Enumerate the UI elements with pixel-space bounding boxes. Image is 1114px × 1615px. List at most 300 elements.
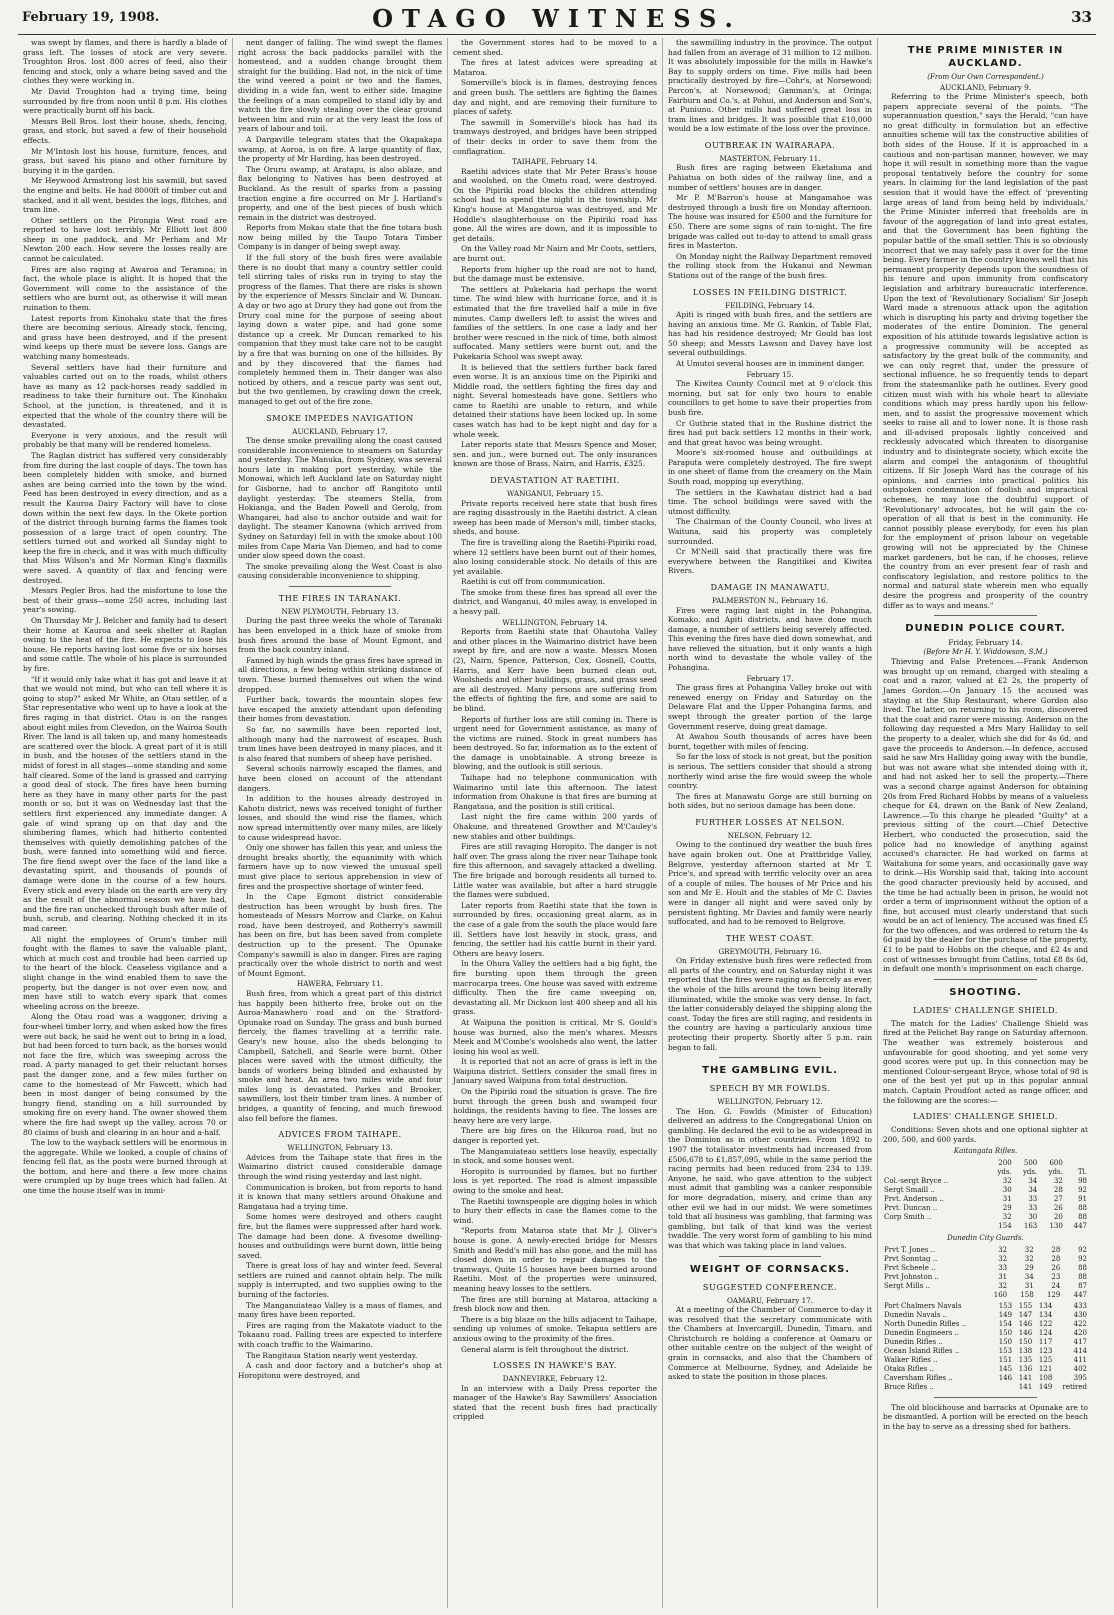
- table-cell: 28: [1051, 1254, 1061, 1263]
- table-cell: 24: [1051, 1281, 1061, 1290]
- table-row: [883, 1273, 1088, 1282]
- table-cell: North Dunedin Rifles ..: [884, 1319, 967, 1328]
- paragraph: Fires are also raging at Awaroa and Teramoa; in fact, the whole place is alight. It is hoped that the Government will come to the assistance of the settlers who are burnt out, as otherwise it will mean ruination to them.: [23, 264, 227, 313]
- table-row: [883, 1347, 1088, 1356]
- paragraph: General alarm is felt throughout the district.: [461, 1344, 629, 1354]
- table-cell: Col.-sergt Bryce ..: [884, 1176, 949, 1185]
- table-cell: yds.: [997, 1167, 1012, 1176]
- headline-shooting: SHOOTING.: [949, 986, 1022, 998]
- table-cell: Dunedin Engineers ..: [884, 1328, 959, 1337]
- paragraph: Messrs Pegler Bros. had the misfortune to lose the best of their grass—some 250 acres, including last year's sowing.: [23, 586, 227, 615]
- table-row: [883, 1291, 1088, 1300]
- table-cell: 146: [1018, 1328, 1033, 1337]
- table-cell: 26: [1053, 1203, 1063, 1212]
- paragraph: At Umutoi several houses are in imminent danger.: [676, 359, 865, 369]
- headline-police-court: DUNEDIN POLICE COURT.: [905, 623, 1066, 635]
- paragraph: The Hon. G. Fowlds (Minister of Education) delivered an address to the Congregational Union on gambling. He declared the evil to be as widespread in the Dominion as in other countries. From 1892 to 1907 the totalisator investments had increased from £506,678 to £1,857,095, while in the same period the racing permits had been reduced from 234 to 139. Anyone, he said, who gave attention to the subject must admit that gambling was a canker responsible for more degradation, misery, and crime than any other evil we had in our midst. We were sometimes told that all business was gambling, that farming was gambling, but talk of that kind was the veriest twaddle. The very worst form of gambling to his mind was that which was taking place in land values.: [668, 1106, 872, 1250]
- issue-date: February 19, 1908.: [22, 10, 160, 25]
- dateline: NELSON, February 12.: [727, 830, 813, 840]
- table-cell: 20: [1053, 1212, 1063, 1221]
- paragraph: A cash and door factory and a butcher's shop at Horopitonu were destroyed, and: [238, 1361, 442, 1380]
- scores-table-aggregate: [883, 1302, 1088, 1392]
- table-cell: 447: [1073, 1290, 1087, 1299]
- paragraph: nent danger of falling. The wind swept the flames right across the back paddocks parallel with the homestead, and a sudden change brought them straight for the building. Had not, in the nick of time the wind veered a point or two and the flames, dividing in a wide fan, went to either side. Imagine the feelings of a man compelled to stand idly by and watch the fire slowly stealing over the clear ground between him and ruin or at the very least the loss of years of labour and toil.: [238, 38, 442, 134]
- headline-smoke: SMOKE IMPEDES NAVIGATION: [266, 412, 414, 423]
- column-2: [233, 38, 448, 1608]
- table-cell: 32: [998, 1254, 1008, 1263]
- paragraph: On the Pipiriki road the situation is grave. The fire burst through the green bush and swamped four holdings, the residents having to flee. The losses are heavy here are very large.: [453, 1087, 657, 1125]
- paragraph: The dense smoke prevailing along the coast caused considerable inconvenience to steamers on Saturday and yesterday. The Manuka, from Sydney, was several hours late in making port yesterday, while the Monowai, which left Auckland late on Saturday night for Gisborne, had to anchor off Rangitoto until daylight yesterday. The steamers Stella, from Hokianga, and the Baden Powell and Gerolg, from Whangarei, had also to anchor outside and wait for daylight. The steamer Kanowna (which arrived from Sydney on Saturday) fell in with the smoke about 100 miles from Cape Maria Van Diemen, and had to come under slow speed down the coast.: [238, 436, 442, 561]
- table-cell: 158: [1020, 1290, 1034, 1299]
- table-cell: Prvt Sonntag ..: [884, 1254, 938, 1263]
- paragraph: There is great loss of hay and winter feed. Several settlers are ruined and cannot obtain help. The milk supply is interrupted, and two supplies owing to the burning of the factories.: [238, 1261, 442, 1300]
- table-cell: 134: [1038, 1301, 1053, 1310]
- table-cell: 129: [1046, 1290, 1061, 1299]
- divider: [934, 615, 1037, 616]
- paragraph: Fanned by high winds the grass fires have spread in all directions, a few being within striking distance of town. These burned themselves out when the wind dropped.: [238, 655, 442, 694]
- table-cell: 30: [1028, 1212, 1038, 1221]
- divider: [934, 979, 1037, 980]
- paragraph: Taihape had no telephone communication with Waimarino until late this afternoon. The latest information from Ohakune is that fires are burning at Rangataua, and the position is still critical.: [453, 773, 657, 811]
- paragraph: Fires are raging from the Makatote viaduct to the Tokaanu road. Falling trees are expected to interfere with coach traffic to the Waimarino.: [238, 1320, 442, 1350]
- paragraph: Other settlers on the Pirongia West road are reported to have lost terribly. Mr Elliott lost 800 sheep in one paddock, and Mr Perham and Mr Newton 200 each. How severe the losses really are cannot be calculated.: [23, 215, 227, 264]
- table-row: [883, 1383, 1088, 1392]
- paragraph: Later reports from Raetihi state that the town is surrounded by fires, occasioning great alarm, as in the case of a gale from the south the place would fare ill. Settlers have lost heavily in stock, grass, and fencing, the settler had his cattle burnt in their yard. Others are heavy losers.: [453, 900, 657, 958]
- table-row: [883, 1177, 1088, 1186]
- table-cell: 150: [998, 1337, 1013, 1346]
- table-cell: 92: [1078, 1245, 1087, 1254]
- paragraph: On the Valley road Mr Nairn and Mr Coots, settlers, are burnt out.: [453, 244, 657, 263]
- dateline: AUCKLAND, February 17.: [292, 426, 388, 436]
- paragraph: On Monday night the Railway Department removed the rolling stock from the Hukanui and Newman Stations out of the range of the bush fires.: [668, 251, 872, 280]
- paragraph: If the full story of the bush fires were available there is no doubt that many a country settler could tell stirring tales of risks run in trying to stay the progress of the flames. That there are risks is shown by the experience of Messrs Sinclair and W. Duncan. A day or two ago at Drury they had gone out from the Drury coal mine for the purpose of seeing about laying down a water pipe, and had gone some distance up a creek. Mr Duncan remarked to his companion that they must take care not to be caught by a fire that was burning on one of the hillsides. By and by they discovered that the flames had completely hemmed them in. Their danger was also noticed by others, and a rescue party was sent out, but the two gentlemen, by crawling down the creek, managed to get out of the fire zone.: [238, 253, 442, 406]
- table-cell: 135: [1018, 1355, 1033, 1364]
- table-cell: Dunedin Rifles ..: [884, 1337, 943, 1346]
- paragraph: Communication is broken, but from reports to hand it is known that many settlers around Ohakune and Rangataua had a trying time.: [238, 1182, 442, 1211]
- table-cell: 146: [1018, 1319, 1033, 1328]
- table-cell: 154: [998, 1319, 1013, 1328]
- table-cell: 149: [998, 1310, 1013, 1319]
- table-cell: 28: [1053, 1185, 1063, 1194]
- headline-wairarapa: OUTBREAK IN WAIRARAPA.: [704, 139, 836, 150]
- paragraph: "If it would only take what it has got and leave it at that we would not mind, but who can tell where it is going to stop?" asked Mr White, an Otau settler, of a Star representative who went up to have a look at the fires raging in that district. Otau is on the ranges about eight miles from Clevedon, on the Wairoa South River. The land is all taken up, and many homesteads are scattered over the block. A great part of it is still in bush, and the houses of the settlers stand in the midst of forest in all stages—some standing and some half cleared. Some of the land is grassed and carrying a good deal of stock. The fires have been burning here as they have in many other parts for the past month or so, but it was on Wednesday last that the settlers first experienced any immediate danger. A gale of wind sprang up on that day and the slumbering flames, which had hitherto contented themselves with quietly demolishing patches of the bush, were fanned into something wild and fierce. The fire fiend swept over the face of the land like a devastating spirit, and thousands of pounds of damage were done in the course of a few hours. Every stick and every blade on the earth are very dry as the result of the abnormal season we have had, and the fire ran unchecked through bush after mile of bush, scrub, and clearing. Nothing checked it in its mad career.: [23, 674, 227, 934]
- paragraph: Referring to the Prime Minister's speech, both papers appreciate several of the points. "The superannuation question," says the Herald, "can have no great difficulty in formulation but an effective annuities scheme will tax the constructive abilities of both sides of the House. If it is approached in a cautious and non-partisan manner, however, we may hope it will result in something more than the vague proposal tentatively before the country for some years. In claiming for the land legislation of the past session that it would have the effect of 'preventing large areas of land from being held by individuals,' the Prime Minister inferred that freeholds are in favour of the aggregation of land into great estates, and that the Government has been fighting the popular battle of the small settler. This is so obviously incorrect that we may safely pass it over for the time being. Every farmer in the country knows well that his permanent prosperity depends upon the soundness of his tenure and upon immunity from confiscatory legislation and arbitrary bureaucratic interference. Upon the text of 'Revolutionary Socialism' Sir Joseph Ward made a strenuous attack upon the agitation which is disrupting his party and driving together the moderates of the entire Dominion. The general exposition of his attitude towards legislative action is a progressive community will be accepted as satisfactory by the great bulk of the community, and we can only regret that, under the pressure of sectional influence, he so frequently tends to depart from the statesmanlike path he outlines. Every good citizen must wish with his whole heart to alleviate conditions which may press hardly upon his fellow-men, and to assist the progressive movement which seeks to raise all and to lower none. It is those rash and ill-advised proposals lightly conceived and recklessly advocated which threaten to disorganise industry and to disintegrate society, which excite the alarm and compel the antagonism of thoughtful citizens. If Sir Joseph Ward has the courage of his opinions, and carries into practical politics his outspoken condemnation of foolish and impractical schemes, he may lose the doubtful support of 'Revolutionary' advocates, but he will gain the co-operation of all that is best in the community. He cannot possibly please everybody, for even his plan for the employment of prison labour on vegetable growing will not be appreciated by the Chinese market gardeners, but he can, if he chooses, relieve the country from an ever present fear of rash and confiscatory legislation, and restore politics to the normal and natural state wherein men who equally desire the progress and prosperity of the country differ as to ways and means.": [883, 92, 1088, 610]
- table-cell: 32: [998, 1245, 1008, 1254]
- table-cell: Prvt T. Jones ..: [884, 1245, 936, 1254]
- paragraph: Reports of further loss are still coming in. There is urgent need for Government assistance, as many of the victims are ruined. Stock in great numbers has been destroyed. So far, information as to the extent of the damage is unobtainable. A strong breeze is blowing, and the outlook is still serious.: [453, 714, 657, 772]
- paragraph: Bush fires are raging between Eketahuna and Pahiatua on both sides of the railway line, and a number of settlers' houses are in danger.: [668, 163, 872, 192]
- paragraph: The Rangitaua Station nearly went yesterday.: [246, 1350, 418, 1360]
- paragraph: Only one shower has fallen this year, and unless the drought breaks shortly, the equanimity with which farmers have up to now viewed the unusual spell must give place to serious apprehension in view of fires and the prospective shortage of winter feed.: [238, 843, 442, 891]
- table-cell: 34: [1028, 1185, 1038, 1194]
- table-cell: 32: [1024, 1245, 1034, 1254]
- scores-table-kaitangata: [883, 1159, 1088, 1231]
- paragraph: In an interview with a Daily Press reporter the manager of the Hawke's Bay Sawmillers' Association stated that the recent bush fires had practically crippled: [453, 1383, 657, 1422]
- divider: [719, 1057, 821, 1058]
- table-row: [883, 1365, 1088, 1374]
- table-cell: 395: [1073, 1373, 1087, 1382]
- table-cell: [883, 1222, 987, 1231]
- table-cell: 31: [998, 1272, 1008, 1281]
- paragraph: At Waipuna the position is critical. Mr S. Gould's house was burned, also the men's whares. Messrs Meek and M'Combe's woolsheds also went, the latter losing his wool as well.: [453, 1017, 657, 1056]
- headline-gambling: THE GAMBLING EVIL.: [702, 1065, 838, 1077]
- paragraph: On Thursday Mr J. Belcher and family had to desert their home at Kauroa and seek shelter at Raglan owing to the heat of the fire. He expects to lose his house. He reports having lost some five or six horses and some cattle. The whole of his place is surrounded by fire.: [23, 616, 227, 673]
- paragraph: During the past three weeks the whole of Taranaki has been enveloped in a thick haze of smoke from bush fires around the base of Mount Egmont, and from the back country inland.: [238, 616, 442, 655]
- table-cell: 31: [1002, 1194, 1012, 1203]
- paragraph: Last night the fire came within 200 yards of Ohakune, and threatened Growther and M'Cauley's new stables and other buildings.: [453, 812, 657, 841]
- table-row: [883, 1329, 1088, 1338]
- headline-nelson: FURTHER LOSSES AT NELSON.: [695, 816, 845, 827]
- table-cell: 30: [1002, 1185, 1012, 1194]
- table-cell: Prvt Johnston ..: [884, 1272, 939, 1281]
- paragraph: Mr M'Intosh lost his house, furniture, fences, and grass, but saved his piano and other furniture by burying it in the garden.: [23, 146, 227, 175]
- paragraph: There are big fires on the Hikuroa road, but no danger is reported yet.: [453, 1126, 657, 1146]
- table-cell: retired: [1062, 1382, 1087, 1391]
- table-cell: 121: [1038, 1364, 1053, 1373]
- table-cell: 433: [1073, 1301, 1087, 1310]
- table-row: [883, 1168, 1088, 1177]
- paragraph: On Friday extensive bush fires were reflected from all parts of the country, and on Saturday night it was reported that the fires were raging as fiercely as ever, the whole of the hills around the town being literally illuminated, while the smoke was very dense. In fact, the latter considerably delayed the shipping along the coast. Today the fires are still raging, and residents in the country are having a particularly anxious time protecting their property. Shortly after 5 p.m. rain began to fall.: [668, 956, 872, 1052]
- paragraph: At a meeting of the Chamber of Commerce to-day it was resolved that the secretary communicate with the Chambers at Invercargill, Dunedin, Timaru, and Christchurch re holding a conference at Oamaru or other suitable centre on the subject of the weight of grain in cornsacks, and also that the Chambers of Commerce at Melbourne, Sydney, and Adelaide be asked to state the position in those places.: [668, 1305, 872, 1382]
- table-row: [883, 1186, 1088, 1195]
- paragraph: The low to the wayback settlers will be enormous in the aggregate. While we looked, a couple of chains of fencing fell flat, as the posts were burned through at the bottom, and here and there a few more chains were crumpled up by huge trees which had fallen. At one time the house itself was in immi-: [23, 1138, 227, 1196]
- paragraph: The settlers in the Kawhatau district had a bad time. The school buildings were saved with the utmost difficulty.: [668, 487, 872, 516]
- byline: (Before Mr H. Y. Widdowson, S.M.): [923, 647, 1048, 656]
- newspaper-title: OTAGO WITNESS.: [372, 4, 742, 33]
- dateline: WELLINGTON, February 13.: [287, 1143, 393, 1153]
- table-cell: Prvt Scheele ..: [884, 1263, 936, 1272]
- table-cell: 29: [1002, 1203, 1012, 1212]
- paragraph: Mr Heywood Armstrong lost his sawmill, but saved the engine and belts. He had 8000ft of timber cut and stacked, and it all went, besides the logs, flitches, and tram line.: [23, 176, 227, 215]
- table-cell: 117: [1038, 1337, 1053, 1346]
- paragraph: All night the employees of Orum's timber mill fought with the flames to save the valuable plant, which at much cost and trouble had been carried up to the heart of the block. Ceaseless vigilance and a slight change in the wind enabled them to save the property, but the danger is not over even now, and men have still to watch every spark that comes wheeling across on the breeze.: [23, 934, 227, 1011]
- table-cell: 430: [1073, 1310, 1087, 1319]
- headline-cornsacks: WEIGHT OF CORNSACKS.: [689, 1263, 851, 1275]
- table-cell: Prvt. Anderson ..: [884, 1194, 944, 1203]
- subheadline-shield-2: LADIES' CHALLENGE SHIELD.: [913, 1111, 1058, 1122]
- table-row: [883, 1255, 1088, 1264]
- paragraph: Conditions: Seven shots and one optional sighter at 200, 500, and 600 yards.: [883, 1125, 1088, 1144]
- dateline: WELLINGTON, February 12.: [717, 1097, 823, 1107]
- table-cell: 98: [1078, 1176, 1087, 1185]
- table-cell: 33: [998, 1263, 1008, 1272]
- divider: [719, 1256, 821, 1257]
- paragraph: Mr David Troughton had a trying time, being surrounded by fire from noon until 8 p.m. His clothes were practically burnt off his back.: [23, 86, 227, 116]
- table-cell: 34: [1024, 1272, 1034, 1281]
- paragraph: Mr P. M'Barron's house at Mangamahoe was destroyed through a bush fire on Monday afternoon. The house was insured for £500 and the furniture for £50. There are some signs of rain to-night. The fire brigade was called out to-day to attend to small grass fires in Masterton.: [668, 193, 872, 251]
- table-cell: 153: [998, 1301, 1013, 1310]
- table-cell: 26: [1051, 1263, 1061, 1272]
- table-cell: Sergt Smaill ..: [884, 1185, 935, 1194]
- subheadline-shield: LADIES' CHALLENGE SHIELD.: [913, 1004, 1058, 1015]
- table-cell: Sergt Mills ..: [884, 1281, 930, 1290]
- table-row: [883, 1338, 1088, 1347]
- team-name: Dunedin City Guards.: [947, 1233, 1024, 1242]
- table-row: [883, 1246, 1088, 1255]
- table-cell: [883, 1159, 987, 1168]
- dateline: PALMERSTON N., February 16.: [711, 596, 829, 605]
- table-cell: 32: [1002, 1212, 1012, 1221]
- paragraph: The Chairman of the County Council, who lives at Waituna, said his property was completely surrounded.: [668, 517, 872, 546]
- table-cell: 417: [1073, 1337, 1087, 1346]
- paragraph: Cr Guthrie stated that in the Rushine district the fires had put back settlers 12 months in their work, and that great havoc was being wrought.: [668, 418, 872, 447]
- paragraph: was swept by flames, and there is hardly a blade of grass left. The losses of stock are very severe. Troughton Bros. lost 800 acres of feed, also their fencing and stock, only a whare being saved and the clothes they were working in.: [23, 38, 227, 86]
- column-5: [878, 38, 1093, 1608]
- paragraph: A Dargaville telegram states that the Okapakapa swamp, at Aoroa, is on fire. A large quantity of flax, the property of Mr Harding, has been destroyed.: [238, 134, 442, 164]
- table-cell: yds.: [1022, 1167, 1038, 1176]
- headline-raetihi: DEVASTATION AT RAETIHI.: [490, 475, 620, 486]
- paragraph: Fires are still ravaging Horopito. The danger is not half over. The grass along the river near Taihape took fire this afternoon, and savagely attacked a dwelling. The fire brigade and borough residents all turned to. Little water was available, but after a hard struggle the flames were subdued.: [453, 842, 657, 900]
- table-row: [883, 1213, 1088, 1222]
- table-cell: 141: [1018, 1382, 1033, 1391]
- paragraph: The match for the Ladies' Challenge Shield was fired at the Pelichet Bay range on Saturday afternoon. The weather was extremely boisterous and unfavourable for good shooting, and yet some very good scores were put up. In this connection may be mentioned Colour-sergeant Bryce, whose total of 98 is one of the best yet put up in this popular annual match. Captain Proudfoot acted as range officer, and the following are the scores:—: [883, 1018, 1088, 1105]
- table-cell: 92: [1078, 1254, 1087, 1263]
- paragraph: Apiti is ringed with bush fires, and the settlers are having an anxious time. Mr G. Rankin, of Table Flat, has had his residence destroyed; Mr Gould has lost 50 sheep; and Messrs Lawson and Davey have lost several outbuildings.: [668, 310, 872, 358]
- table-cell: 34: [1028, 1176, 1038, 1185]
- table-cell: 600: [1049, 1158, 1063, 1167]
- table-row: [883, 1302, 1088, 1311]
- table-cell: 150: [1018, 1337, 1033, 1346]
- paragraph: In the Cape Egmont district considerable destruction has been wrought by bush fires. The homesteads of Messrs Morrow and Clarke, on Kahui road, have been destroyed, and Rotherry's sawmill has been on fire, but has been saved from complete destruction up to the present. The Opunake Company's sawmill is also in danger. Fires are raging practically over the whole district to north and west of Mount Egmont.: [238, 892, 442, 978]
- paragraph: The smoke from these fires has spread all over the district, and Wanganui, 40 miles away, is enveloped in a heavy pall.: [453, 587, 657, 617]
- table-cell: 500: [1023, 1158, 1038, 1167]
- paragraph: the sawmilling industry in the province. The output had fallen from an average of 31 million to 12 million. It was absolutely impossible for the mills in Hawke's Bay to supply orders on time. Five mills had been practically destroyed by fire—Cohr's, at Norsewood; Parcon's, at Norsewood; Gamman's, at Oringa; Fairburn and Co.'s, at Pohui, and Anderson and Son's, at Puniunu. Other mills had suffered great loss in tram lines and bridges. It was possible that £10,000 would be a low estimate of the loss over the province.: [668, 38, 872, 134]
- dateline: WELLINGTON, February 14.: [502, 617, 608, 627]
- paragraph: Owing to the continued dry weather the bush fires have again broken out. One at Prattbridge Valley, Belgrove, yesterday afternoon started at Mr T. Price's, and spread with terrific velocity over an area of a couple of miles. The houses of Mr Price and his son and Mr E. Hoult and the stables of Mr C. Davies were in danger all night and were saved only by persistent fighting. Mr Davies and family were nearly suffocated, and had to be removed to Belgrove.: [668, 840, 872, 927]
- headline-manawatu: DAMAGE IN MANAWATU.: [710, 582, 830, 592]
- headline-feilding: LOSSES IN FEILDING DISTRICT.: [692, 286, 848, 297]
- paragraph: Later reports state that Messrs Spence and Moser, sen. and jun., were burned out. The only insurances known are those of Brass, Nairn, and Harris, £325.: [453, 440, 657, 469]
- table-cell: 420: [1073, 1328, 1087, 1337]
- dateline: AUCKLAND, February 9.: [940, 82, 1031, 92]
- paragraph: The fires are still burning at Mataroa, attacking a fresh block now and then.: [453, 1294, 657, 1314]
- table-cell: 32: [1053, 1176, 1063, 1185]
- column-3: [448, 38, 663, 1608]
- paragraph: Along the Otau road was a waggoner, driving a four-wheel timber lorry, and when asked how the fires were out back, he said he went out to bring in a load, but had been forced to turn back, as the horses would not face the fire, which was sweeping across the road. A party managed to get their reluctant horses past the danger zone, and a few miles further on came to the homestead of Mr Fawcett, which had been in most danger of being consumed by the hungry fiend, standing on a hill surrounded by smoking fire on every hand. The owner showed them where the fire had swept up the valley, across 70 or 80 claims of bush and clearing in an hour and a-half.: [23, 1012, 227, 1137]
- table-cell: Port Chalmers Navals: [884, 1301, 962, 1310]
- table-cell: Prvt. Duncan ..: [884, 1203, 938, 1212]
- subheadline-gambling: SPEECH BY MR FOWLDS.: [709, 1083, 831, 1094]
- paragraph: The grass fires at Pohangina Valley broke out with renewed energy on Friday and Saturday on the Delaware Flat and the Upper Pohangina farms, and swept through the greater portion of the large Government reserve, doing great damage.: [668, 683, 872, 731]
- paragraph: the Government stores had to be moved to a cement shed.: [453, 38, 657, 57]
- paragraph: In the Ohura Valley the settlers had a big fight, the fire bursting upon them through the green macrocarpa trees. One house was saved with extreme difficulty. Then the fire came sweeping on, devastating all. Mr Dickson lost 400 sheep and all his grass.: [453, 959, 657, 1017]
- table-cell: 88: [1078, 1272, 1087, 1281]
- table-cell: Dunedin Navals ..: [884, 1310, 948, 1319]
- table-cell: Caversham Rifles ..: [884, 1373, 953, 1382]
- dateline: FEILDING, February 14.: [725, 300, 815, 310]
- paragraph: It is believed that the settlers further back fared even worse. It is an anxious time on the Pipiriki and Middle road, the settlers fighting the fires day and night. Several homesteads have gone. Settlers who came to Raetihi are unable to return, and while detained their stations have been locked up. In some cases watch has had to be kept night and day for a whole week.: [453, 362, 657, 439]
- paragraph: Several schools narrowly escaped the flames, and have been closed on account of the attendant dangers.: [238, 764, 442, 793]
- table-cell: Ocean Island Rifles ..: [884, 1346, 960, 1355]
- paragraph: The settlers at Pukekaria had perhaps the worst time. The wind blew with hurricane force, and it is estimated that the fire travelled half a mile in five minutes. Camp dwellers left to assist the wives and families of the settlers. In one case a lady and her brother were rescued in the nick of time, both almost suffocated. Many settlers were burnt out, and the Pukekaria School was swept away.: [453, 284, 657, 361]
- table-cell: 155: [1018, 1301, 1033, 1310]
- table-cell: [883, 1168, 987, 1177]
- table-cell: 141: [1018, 1373, 1033, 1382]
- table-cell: [993, 1383, 1013, 1392]
- dateline: HAWERA, February 11.: [297, 979, 383, 989]
- divider: [289, 586, 391, 587]
- table-cell: [883, 1291, 982, 1300]
- table-row: [883, 1204, 1088, 1213]
- paragraph: The Kiwitea County Council met at 9 o'clock this morning, but sat for only two hours to enable councillors to get home to save their properties from bush fire.: [668, 379, 872, 417]
- table-cell: 422: [1073, 1319, 1087, 1328]
- column-1: [18, 38, 233, 1608]
- table-cell: 146: [998, 1373, 1013, 1382]
- paragraph: Several settlers have had their furniture and valuables carted out on to the roads, whilst others have as many as 12 pack-horses ready saddled in readiness to take their furniture out. The Kinohaku School, at the junction, is threatened, and it is expected that the whole of the country there will be devastated.: [23, 362, 227, 430]
- table-cell: 200: [998, 1158, 1012, 1167]
- paragraph: Reports from higher up the road are not to hand, but the damage must be extensive.: [453, 264, 657, 284]
- table-cell: Walker Rifles ..: [884, 1355, 938, 1364]
- dateline: NEW PLYMOUTH, February 13.: [281, 606, 399, 616]
- table-cell: 124: [1038, 1328, 1053, 1337]
- table-cell: 145: [998, 1364, 1013, 1373]
- paragraph: Private reports received here state that bush fires are raging disastrously in the Raetihi district. A clean sweep has been made of Merson's mill, timber stacks, sheds, and house.: [453, 498, 657, 537]
- paragraph: Raetihi is cut off from communication.: [461, 577, 606, 587]
- table-cell: 123: [1038, 1346, 1053, 1355]
- table-cell: Corp Smith ..: [884, 1212, 932, 1221]
- paragraph: Reports from Raetihi state that Ohautoha Valley and other places in the Waimarino district have been swept by fire, and are now a waste. Messrs Mosen (2), Nairn, Spence, Patterson, Cox, Gosnell, Coutts, Harris, and Kerr have been burned clean out. Woolsheds and other buildings, grass, and grass seed are all destroyed. Many persons are suffering from the effects of fighting the fire, and some are said to be blind.: [453, 627, 657, 713]
- table-cell: 138: [1018, 1346, 1033, 1355]
- dateline: WANGANUI, February 15.: [506, 489, 604, 499]
- table-cell: 91: [1078, 1194, 1087, 1203]
- table-cell: 33: [1028, 1194, 1038, 1203]
- masthead-rule: [18, 34, 1096, 35]
- paragraph: "Reports from Mataroa state that Mr J. Oliver's house is gone. A newly-erected bridge for Messrs Smith and Redd's mill has also gone, and the mill has closed down in order to repair damages to the tramways. Quite 15 houses have been burned around Raetihi. Most of the properties were uninsured, meaning heavy losses to the settlers.: [453, 1226, 657, 1293]
- team-name: Kaitangata Rifles.: [953, 1147, 1018, 1156]
- table-cell: 31: [1024, 1281, 1034, 1290]
- table-cell: 160: [993, 1290, 1008, 1299]
- table-cell: 32: [1024, 1254, 1034, 1263]
- dateline: Friday, February 14.: [948, 638, 1023, 648]
- table-row: [883, 1356, 1088, 1365]
- paragraph: Somerville's block is in flames, destroying fences and green bush. The settlers are fighting the flames day and night, and are removing their furniture to places of safety.: [453, 78, 657, 117]
- paragraph: At Awahou South thousands of acres have been burnt, together with miles of fencing.: [668, 732, 872, 751]
- table-cell: 447: [1073, 1221, 1087, 1230]
- table-cell: 32: [998, 1281, 1008, 1290]
- paragraph: It is reported that not an acre of grass is left in the Waipuna district. Settlers consider the small fires in January saved Waipuna from total destruction.: [453, 1057, 657, 1086]
- dateline: February 15.: [746, 369, 794, 379]
- paragraph: Raetihi advices state that Mr Peter Brass's house and woolshed, on the Ometu road, were destroyed. On the Pipiriki road blocks the children attending school had to spend the night in the township. Mr King's house at Mangaturoa was destroyed, and Mr Hoddle's slaughterhouse on the Pipiriki road has gone. All the wires are down, and it is impossible to get details.: [453, 166, 657, 243]
- paragraph: In addition to the houses already destroyed in Kahotu district, news was received tonight of further losses, and should the wind rise the flames, which now spread intermittently over many miles, are likely to cause widespread havoc.: [238, 794, 442, 842]
- table-cell: 134: [1038, 1310, 1053, 1319]
- paragraph: So far the loss of stock is not great, but the position is serious. The settlers consider that should a strong northerly wind arise the fire would sweep the whole country.: [668, 752, 872, 791]
- table-cell: 108: [1038, 1373, 1053, 1382]
- table-cell: 92: [1078, 1185, 1087, 1194]
- article-columns: [18, 38, 1096, 1608]
- column-4: [663, 38, 878, 1608]
- table-cell: 150: [998, 1328, 1013, 1337]
- paragraph: The fires at Manawatu Gorge are still burning on both sides, but no serious damage has been done.: [668, 791, 872, 811]
- paragraph: The smoke prevailing along the West Coast is also causing considerable inconvenience to shipping.: [238, 561, 442, 581]
- headline-prime-minister: THE PRIME MINISTER IN AUCKLAND.: [907, 45, 1064, 69]
- paragraph: The sawmill in Somerville's block has had its tramways destroyed, and bridges have been stripped of their decks in order to save them from the conflagration.: [453, 117, 657, 156]
- headline-taihape: ADVICES FROM TAIHAPE.: [278, 1129, 402, 1140]
- subheadline-cornsacks: SUGGESTED CONFERENCE.: [702, 1281, 838, 1292]
- dateline: GREYMOUTH, February 16.: [718, 946, 822, 956]
- table-cell: 33: [1028, 1203, 1038, 1212]
- table-cell: 147: [1018, 1310, 1033, 1319]
- paragraph: Fires were raging last night in the Pohangina, Komako, and Apiti districts, and have done much damage, a number of settlers being severely affected. This evening the fires have died down somewhat, and have relieved the situation, but it only wants a high north wind to devastate the whole valley of the Pohangina.: [668, 605, 872, 673]
- paragraph: Bush fires, from which a great part of this district has happily been hitherto free, broke out on the Auroa-Manawhero road and on the Stratford-Opunake road on Sunday. The grass and bush burned fiercely, the flames travelling at a terrific rate. Geary's new house, also the sheds belonging to Campbell, Satchell, and Searle were burnt. Other places were saved with the utmost difficulty, the bands of workers being blinded and exhausted by smoke and heat. An area two miles wide and four miles long is devastated. Parkes and Brooker, sawmillers, lost their timber tram lines. A number of bridges, a quantity of fencing, and much firewood also fell before the flames.: [238, 988, 442, 1123]
- table-row: [883, 1159, 1088, 1168]
- page-number: 33: [1071, 8, 1092, 26]
- scores-table-guards: [883, 1246, 1088, 1300]
- dateline: February 17.: [746, 673, 794, 683]
- table-row: [883, 1282, 1088, 1291]
- paragraph: Thieving and False Pretences.—Frank Anderson was brought up on remand, charged with stealing a coat and a razor, valued at £2 2s, the property of James Gordon.—On January 15 the accused was staying at the Ship Restaurant, where Gordon also lived. The latter, on returning to his room, discovered that the coat and razor were missing. Anderson on the following day requested a Mrs Mary Halliday to sell the property to a dealer, which she did for 4s 6d, and gave the proceeds to Anderson.—In defence, accused said he saw Mrs Halliday going away with the bundle, but was not aware what she intended doing with it, and had not asked her to sell the property.—There was a second charge against Anderson for obtaining 20s from Fred Richard Hobbs by means of a valueless cheque for £4, drawn on the Bank of New Zealand, Lawrence.—To this charge he pleaded "Guilty" at a previous sitting of the court.—Chief Detective Herbert, who conducted the prosecution, said the police had no knowledge of anything against accused's character. He had worked on farms at Waitahuna for some years, and occasionally gave way to drink.—His Worship said that, taking into account the good character previously held by accused, and the time he had actually been in prison, he would not order a term of imprisonment without the option of a fine, but accused must clearly understand that such would be an act of leniency. The accused was fined £5 for the two offences, and was ordered to return the 4s 6d paid by the dealer for the purchase of the property, £1 to be paid to Hobbs on the cheque, and £2 4s and cost of witnesses brought from Catlins, total £8 8s 6d, in default one month's imprisonment on each charge.: [883, 657, 1088, 974]
- paragraph: Some homes were destroyed and others caught fire, but the flames were suppressed after hard work. The damage had been done. A fivesome dwelling-houses and outbuildings were burnt down, little being saved.: [238, 1212, 442, 1260]
- table-row: [883, 1311, 1088, 1320]
- paragraph: Cr M'Neill said that practically there was fire everywhere between the Rangitikei and Kiwitea Rivers.: [668, 547, 872, 576]
- table-cell: Otaka Rifles ..: [884, 1364, 934, 1373]
- table-cell: 411: [1073, 1355, 1087, 1364]
- paragraph: Advices from the Taihape state that fires in the Waimarino district caused considerable damage through the wind rising yesterday and last night.: [238, 1152, 442, 1181]
- table-row: [883, 1374, 1088, 1383]
- paragraph: The Manganuiateao Valley is a mass of flames, and many fires have been reported.: [238, 1300, 442, 1320]
- headline-taranaki: THE FIRES IN TARANAKI.: [278, 592, 402, 603]
- table-cell: 136: [1018, 1364, 1033, 1373]
- table-cell: [1064, 1159, 1088, 1168]
- paragraph: The fire is travelling along the Raetihi-Pipiriki road, where 12 settlers have been burnt out of their homes, also losing considerable stock. No details of this are yet available.: [453, 537, 657, 576]
- table-row: [883, 1264, 1088, 1273]
- dateline: TAIHAPE, February 14.: [512, 157, 598, 167]
- table-cell: 23: [1051, 1272, 1061, 1281]
- paragraph: Latest reports from Kinohaku state that the fires there are becoming serious. Already stock, fencing, and grass have been destroyed, and if the present wind keeps up there must be severe loss. Gangs are watching many homesteads.: [23, 313, 227, 361]
- table-cell: yds.: [1048, 1167, 1063, 1176]
- table-row: [883, 1195, 1088, 1204]
- table-cell: 414: [1073, 1346, 1087, 1355]
- table-cell: 122: [1038, 1319, 1053, 1328]
- dateline: OAMARU, February 17.: [726, 1295, 814, 1305]
- table-row: [883, 1222, 1088, 1231]
- paragraph: The Raglan district has suffered very considerably from fire during the last couple of days. The town has been completely hidden with smoke, and burned ashes are being carried into the town by the wind. Feed has been destroyed in every direction, and as a result the Kauroa Dairy Factory will have to close down within the next few days. In the Okete portion of the district through burning farms the flames took possession of a large tract of open country. The settlers turned out and worked all Sunday night to keep the fire in check, and it was with much difficulty that Miss Wilson's and Mr Norman King's flaxmills were saved. A quantity of flax and fencing were destroyed.: [23, 450, 227, 585]
- paragraph: The Manganuiateao settlers lose heavily, especially in stock, and some houses went.: [453, 1146, 657, 1166]
- paragraph: Moore's six-roomed house and outbuildings at Paraputa were completely destroyed. The fire swept in one sheet of flame from the creamery on the Main South road, mopping up everything.: [668, 448, 872, 487]
- paragraph: Everyone is very anxious, and the result will probably be that many will be rendered homeless.: [23, 430, 227, 450]
- dateline: DANNEVIRKE, February 12.: [502, 1374, 608, 1384]
- paragraph: The fires at latest advices were spreading at Mataroa.: [453, 58, 657, 77]
- table-cell: 32: [1002, 1176, 1012, 1185]
- table-cell: 163: [1023, 1221, 1038, 1230]
- table-cell: 28: [1051, 1245, 1061, 1254]
- dateline: MASTERTON, February 11.: [719, 153, 821, 163]
- table-cell: Tl.: [1077, 1167, 1087, 1176]
- headline-west-coast: THE WEST COAST.: [725, 932, 815, 943]
- paragraph: Horopito is surrounded by flames, but no further loss is yet reported. The road is almost impassible owing to the smoke and heat.: [453, 1166, 657, 1195]
- paragraph: So far, no sawmills have been reported lost, although many had the narrowest of escapes. Bush tram lines have been destroyed in many places, and it is also feared that numbers of sheep have perished.: [238, 725, 442, 763]
- table-cell: 153: [998, 1346, 1013, 1355]
- headline-hawkes-bay: LOSSES IN HAWKE'S BAY.: [493, 1360, 617, 1371]
- table-cell: 125: [1038, 1355, 1053, 1364]
- paragraph: Reports from Mokau state that the fine totara bush now being milled by the Taupo Totara Timber Company is in danger of being swept away.: [238, 223, 442, 252]
- paragraph: The Oruru swamp, at Aratapu, is also ablaze, and flax belonging to Natives has been destroyed at Buckland. As the result of sparks from a passing traction engine a fire occurred on Mr J. Hartland's property, and one of the best pieces of bush which remain in the district was destroyed.: [238, 164, 442, 222]
- paragraph: There is a big blaze on the hills adjacent to Taihape, sending up volumes of smoke. Tekapua settlers are anxious owing to the proximity of the fires.: [453, 1314, 657, 1343]
- table-cell: 87: [1078, 1281, 1087, 1290]
- masthead: [0, 0, 1114, 36]
- table-cell: 88: [1078, 1263, 1087, 1272]
- table-cell: 130: [1049, 1221, 1063, 1230]
- paragraph: The Raetihi townspeople are digging holes in which to bury their effects in case the flames come to the wind.: [453, 1196, 657, 1225]
- table-cell: 402: [1073, 1364, 1087, 1373]
- table-cell: 151: [998, 1355, 1013, 1364]
- paragraph: The old blockhouse and barracks at Opunake are to be dismantled. A portion will be erected on the beach in the bay to serve as a dressing shed for bathers.: [883, 1402, 1088, 1431]
- table-cell: 88: [1078, 1212, 1087, 1221]
- table-cell: 88: [1078, 1203, 1087, 1212]
- table-cell: 149: [1038, 1382, 1053, 1391]
- table-cell: 29: [1024, 1263, 1034, 1272]
- table-cell: Bruce Rifles ..: [884, 1382, 934, 1391]
- table-row: [883, 1320, 1088, 1329]
